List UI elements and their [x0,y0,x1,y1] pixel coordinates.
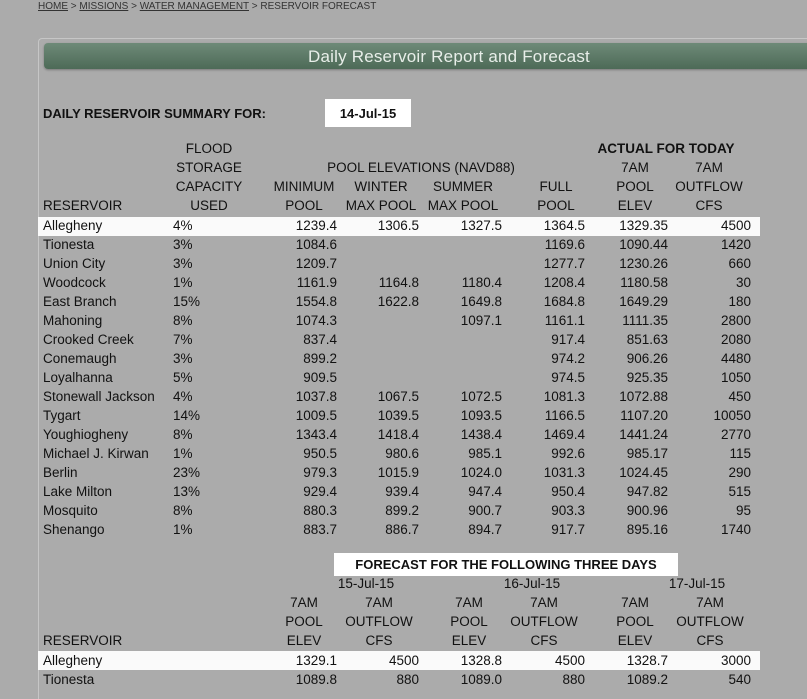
cell-name: Mahoning [43,313,103,328]
forecast-date-1: 15-Jul-15 [337,576,395,591]
header-min-pool: MINIMUM [273,179,335,194]
cell-min: 909.5 [303,370,337,385]
breadcrumb-home-link[interactable]: HOME [38,1,68,12]
cell-full: 903.3 [551,503,585,518]
cell-flood: 4% [173,389,193,404]
cell-elev: 895.16 [626,522,668,537]
forecast-cell-d2_out: 4500 [554,653,585,668]
cell-flood: 14% [173,408,201,423]
breadcrumb-current: RESERVOIR FORECAST [260,1,377,12]
cell-full: 1684.8 [543,294,585,309]
cell-min: 837.4 [303,332,337,347]
cell-outflow: 450 [728,389,751,404]
cell-winter: 939.4 [385,484,419,499]
cell-min: 1343.4 [295,427,337,442]
cell-min: 950.5 [303,446,337,461]
cell-full: 974.5 [551,370,585,385]
cell-winter: 1306.5 [377,218,419,233]
header-full: FULL [539,179,573,194]
cell-elev: 1107.20 [620,408,668,423]
cell-outflow: 2080 [720,332,751,347]
header-winter: WINTER [354,179,408,194]
forecast-header-pool-elev: POOL [450,614,488,629]
cell-min: 1037.8 [295,389,337,404]
cell-outflow: 1740 [720,522,751,537]
cell-min: 929.4 [303,484,337,499]
cell-full: 1161.1 [544,313,585,328]
cell-winter: 1622.8 [377,294,419,309]
cell-name: Tionesta [43,237,95,252]
forecast-header-outflow: OUTFLOW [676,614,744,629]
header-pool-elev: 7AM [621,160,649,175]
cell-flood: 3% [173,351,193,366]
cell-name: Tygart [43,408,81,423]
cell-outflow: 2770 [720,427,751,442]
cell-elev: 1090.44 [619,237,668,252]
cell-flood: 8% [173,313,193,328]
cell-flood: 4% [173,218,193,233]
forecast-header-pool-elev: 7AM [290,595,318,610]
title-bar [44,43,807,69]
cell-full: 1469.4 [543,427,585,442]
forecast-header-pool-elev: 7AM [455,595,483,610]
cell-outflow: 180 [728,294,751,309]
header-outflow: CFS [695,198,723,213]
cell-summer: 1438.4 [460,427,502,442]
cell-outflow: 4500 [720,218,751,233]
cell-summer: 900.7 [468,503,502,518]
cell-min: 880.3 [303,503,337,518]
cell-outflow: 30 [735,275,751,290]
header-outflow: 7AM [695,160,723,175]
breadcrumb-water-link[interactable]: WATER MANAGEMENT [139,1,249,12]
cell-summer: 1093.5 [460,408,502,423]
cell-name: Mosquito [43,503,98,518]
header-flood: FLOOD [185,141,233,156]
forecast-date-3: 17-Jul-15 [668,576,726,591]
cell-summer: 985.1 [468,446,502,461]
cell-name: Loyalhanna [43,370,113,385]
cell-flood: 1% [173,446,193,461]
cell-min: 1084.6 [295,237,337,252]
page-title: Daily Reservoir Report and Forecast [308,47,590,66]
cell-elev: 985.17 [626,446,668,461]
forecast-header-outflow: OUTFLOW [345,614,413,629]
cell-name: Stonewall Jackson [43,389,155,404]
cell-elev: 947.82 [626,484,668,499]
forecast-header-outflow: 7AM [696,595,724,610]
header-actual: ACTUAL FOR TODAY [597,141,735,156]
cell-winter: 1418.4 [377,427,419,442]
cell-elev: 906.26 [626,351,668,366]
header-flood: USED [190,198,228,213]
header-winter: MAX POOL [345,198,417,213]
cell-elev: 1649.29 [619,294,668,309]
cell-elev: 900.96 [626,503,668,518]
forecast-header-outflow: 7AM [530,595,558,610]
header-flood: CAPACITY [175,179,243,194]
header-flood: STORAGE [176,160,242,175]
cell-outflow: 1420 [720,237,751,252]
breadcrumb-missions-link[interactable]: MISSIONS [79,1,129,12]
cell-min: 899.2 [303,351,337,366]
cell-summer: 1180.4 [461,275,502,290]
cell-flood: 1% [173,275,193,290]
forecast-header-pool-elev: 7AM [621,595,649,610]
content-panel [38,38,807,699]
summary-date: 14-Jul-15 [325,99,411,127]
cell-winter: 886.7 [385,522,419,537]
breadcrumb [38,1,376,12]
cell-outflow: 660 [728,256,751,271]
forecast-header-pool-elev: ELEV [617,633,653,648]
breadcrumb-separator: > [70,1,77,12]
forecast-header-pool-elev: POOL [616,614,654,629]
forecast-header-pool-elev: ELEV [286,633,322,648]
cell-summer: 1097.1 [460,313,502,328]
cell-elev: 1072.88 [619,389,668,404]
cell-full: 992.6 [551,446,585,461]
cell-full: 1277.7 [543,256,585,271]
cell-elev: 1441.24 [619,427,668,442]
cell-name: East Branch [43,294,117,309]
cell-summer: 1649.8 [460,294,502,309]
cell-name: Berlin [43,465,78,480]
forecast-cell-d2_elev: 1089.0 [460,672,502,687]
cell-outflow: 10050 [713,408,751,423]
forecast-header-pool-elev: ELEV [451,633,487,648]
breadcrumb-separator: > [251,1,258,12]
forecast-label: FORECAST FOR THE FOLLOWING THREE DAYS [334,553,678,576]
forecast-date-2: 16-Jul-15 [503,576,561,591]
forecast-cell-name: Tionesta [43,672,95,687]
cell-name: Allegheny [43,218,103,233]
cell-name: Union City [43,256,106,271]
header-pool-elev: ELEV [617,198,653,213]
cell-summer: 894.7 [468,522,502,537]
cell-elev: 1180.58 [620,275,668,290]
cell-outflow: 290 [728,465,751,480]
cell-min: 1554.8 [295,294,337,309]
cell-flood: 1% [173,522,193,537]
cell-elev: 1111.35 [622,313,668,328]
header-pool-elev: POOL [616,179,654,194]
forecast-cell-d2_out: 880 [562,672,585,687]
cell-flood: 5% [173,370,193,385]
cell-full: 1081.3 [543,389,585,404]
cell-outflow: 115 [729,446,751,461]
breadcrumb-separator: > [131,1,137,12]
cell-name: Crooked Creek [43,332,134,347]
forecast-header-outflow: 7AM [365,595,393,610]
cell-flood: 13% [173,484,201,499]
cell-min: 1209.7 [295,256,337,271]
forecast-header-outflow: CFS [365,633,393,648]
cell-flood: 3% [173,256,193,271]
cell-summer: 1327.5 [460,218,502,233]
forecast-cell-d3_elev: 1089.2 [626,672,668,687]
cell-min: 1074.3 [295,313,337,328]
cell-flood: 3% [173,237,193,252]
cell-outflow: 4480 [720,351,751,366]
cell-full: 1364.5 [543,218,585,233]
cell-summer: 1024.0 [460,465,502,480]
header-full: POOL [537,198,575,213]
header-summer: SUMMER [433,179,493,194]
cell-winter: 1039.5 [377,408,419,423]
forecast-cell-d1_out: 4500 [388,653,419,668]
cell-summer: 947.4 [468,484,502,499]
cell-name: Youghiogheny [43,427,129,442]
header-pool-elevations: POOL ELEVATIONS (NAVD88) [327,160,515,175]
cell-outflow: 2800 [720,313,751,328]
forecast-header-outflow: CFS [696,633,724,648]
cell-winter: 980.6 [385,446,419,461]
forecast-cell-d3_elev: 1328.7 [626,653,668,668]
forecast-cell-name: Allegheny [43,653,103,668]
cell-outflow: 95 [735,503,751,518]
cell-winter: 1164.8 [378,275,419,290]
header-reservoir: RESERVOIR [43,198,123,213]
cell-full: 1169.6 [544,237,585,252]
cell-full: 1166.5 [544,408,585,423]
cell-elev: 1230.26 [619,256,668,271]
cell-full: 917.4 [551,332,585,347]
cell-min: 1239.4 [295,218,337,233]
forecast-cell-d3_out: 3000 [720,653,751,668]
summary-label: DAILY RESERVOIR SUMMARY FOR: [43,106,266,121]
forecast-cell-d1_out: 880 [396,672,419,687]
cell-full: 950.4 [551,484,585,499]
forecast-cell-d1_elev: 1329.1 [295,653,337,668]
cell-min: 979.3 [303,465,337,480]
cell-min: 883.7 [303,522,337,537]
cell-flood: 23% [173,465,201,480]
cell-elev: 851.63 [626,332,668,347]
cell-outflow: 515 [728,484,751,499]
cell-flood: 15% [173,294,201,309]
cell-flood: 8% [173,427,193,442]
cell-elev: 925.35 [626,370,668,385]
cell-full: 1031.3 [543,465,585,480]
forecast-header-reservoir: RESERVOIR [43,633,123,648]
cell-outflow: 1050 [720,370,751,385]
cell-elev: 1329.35 [619,218,668,233]
cell-name: Woodcock [43,275,106,290]
cell-name: Conemaugh [43,351,117,366]
cell-min: 1009.5 [295,408,337,423]
cell-min: 1161.9 [296,275,337,290]
forecast-cell-d2_elev: 1328.8 [460,653,502,668]
cell-winter: 1015.9 [377,465,419,480]
cell-full: 917.7 [551,522,585,537]
forecast-cell-d3_out: 540 [728,672,751,687]
cell-full: 1208.4 [543,275,585,290]
header-min-pool: POOL [285,198,323,213]
forecast-header-pool-elev: POOL [285,614,323,629]
cell-full: 974.2 [551,351,585,366]
cell-name: Michael J. Kirwan [43,446,149,461]
forecast-header-outflow: CFS [530,633,558,648]
cell-name: Shenango [43,522,105,537]
cell-winter: 1067.5 [377,389,419,404]
cell-summer: 1072.5 [460,389,502,404]
forecast-cell-d1_elev: 1089.8 [295,672,337,687]
cell-name: Lake Milton [43,484,113,499]
cell-flood: 8% [173,503,193,518]
forecast-header-outflow: OUTFLOW [510,614,578,629]
cell-elev: 1024.45 [619,465,668,480]
cell-winter: 899.2 [385,503,419,518]
cell-flood: 7% [173,332,193,347]
header-outflow: OUTFLOW [675,179,743,194]
header-summer: MAX POOL [427,198,499,213]
